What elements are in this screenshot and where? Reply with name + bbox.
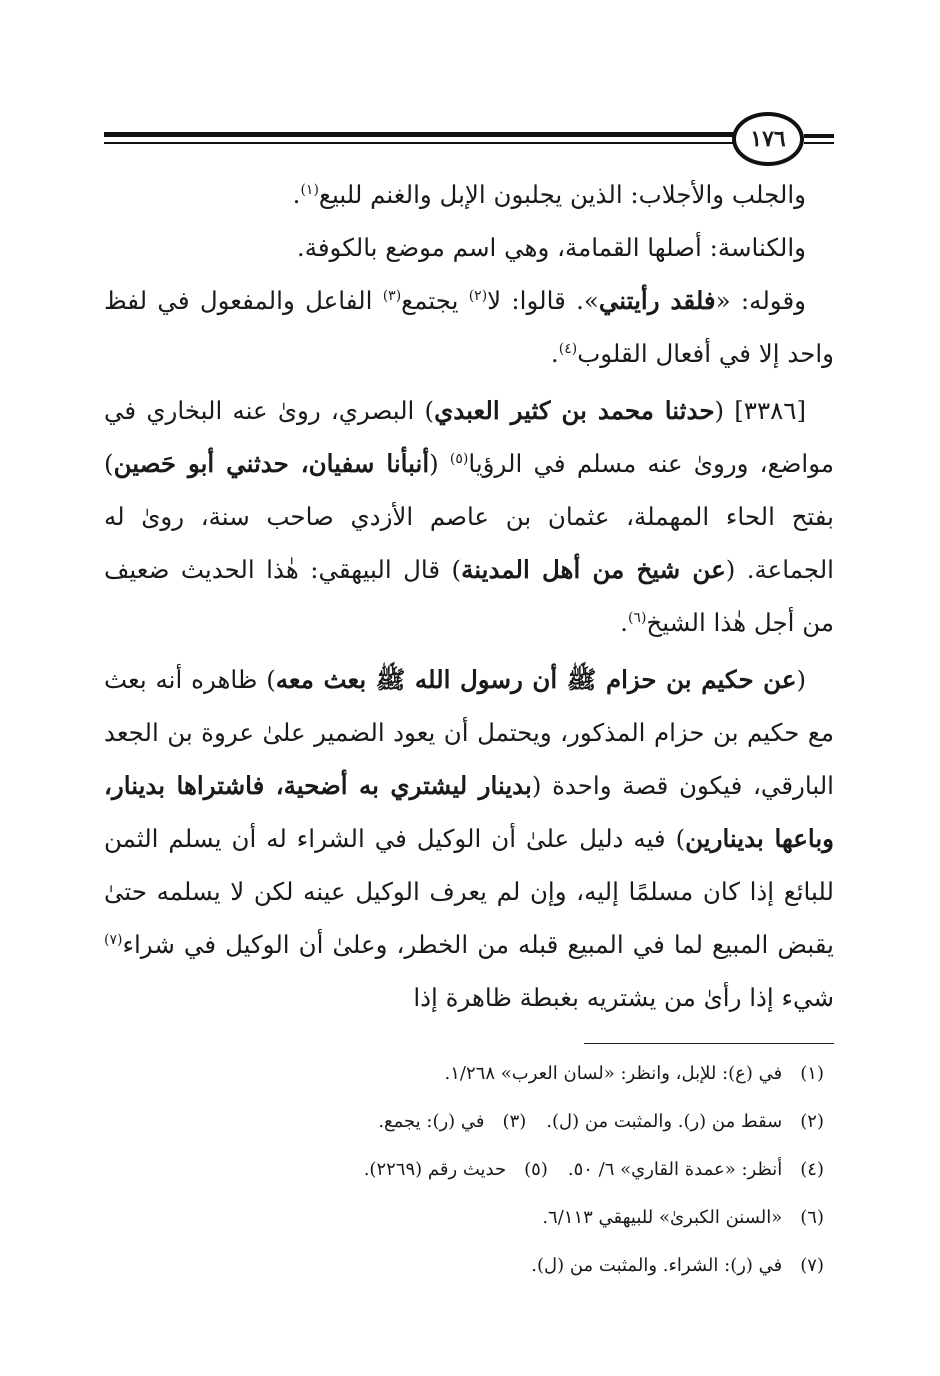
bold-phrase: عن حكيم بن حزام ﷺ أن رسول الله ﷺ بعث معه bbox=[275, 665, 797, 694]
footnote-1 bbox=[104, 1050, 824, 1098]
paragraph-text: يجتمع bbox=[401, 286, 469, 315]
footnote-ref: (٤) bbox=[558, 340, 578, 357]
footnote-number: (٥) bbox=[524, 1159, 548, 1180]
footnote-text: سقط من (ر). والمثبت من (ل). bbox=[546, 1111, 783, 1132]
paragraph-text: ( bbox=[796, 665, 806, 694]
paragraph-text: . bbox=[620, 608, 628, 637]
bold-phrase: بدينار ليشتري به أضحية، فاشتراها بدينار، وباعها بدينارين bbox=[104, 771, 834, 853]
footnote-number: (٤) bbox=[800, 1159, 824, 1180]
paragraph-text: ) فيه دليل علىٰ أن الوكيل في الشراء له أن يسلم الثمن للبائع إذا كان مسلمًا إليه، وإن لم يعرف الوكيل عينه لكن لا يسلمه حتىٰ يقبض المبيع لما في المبيع قبله من الخطر، وعلىٰ أن الوكيل في شراء bbox=[104, 824, 834, 959]
page-header bbox=[104, 112, 834, 172]
footnote-ref: (٧) bbox=[104, 931, 123, 948]
bold-phrase: حدثنا محمد بن كثير العبدي bbox=[434, 396, 715, 425]
bold-phrase: عن شيخ من أهل المدينة bbox=[461, 555, 726, 584]
footnote-ref: (١) bbox=[300, 181, 319, 198]
footnotes bbox=[104, 1050, 824, 1290]
paragraph-text: ». قالوا: لا bbox=[487, 286, 599, 315]
footnote-ref: (٣) bbox=[382, 287, 402, 304]
footnote-7 bbox=[104, 1242, 824, 1290]
footnote-ref: (٥) bbox=[449, 450, 469, 467]
footnote-number: (٣) bbox=[502, 1111, 527, 1132]
footnote-6 bbox=[104, 1194, 824, 1242]
header-rule-stub bbox=[804, 134, 834, 138]
page-number: ١٧٦ bbox=[732, 112, 804, 166]
paragraph-3 bbox=[104, 274, 834, 380]
paragraph-text: [٣٣٨٦] ( bbox=[714, 396, 806, 425]
paragraph-5 bbox=[104, 653, 834, 1024]
paragraph-4 bbox=[104, 384, 834, 649]
footnote-number: (١) bbox=[800, 1063, 824, 1084]
footnote-text: في (ر): الشراء. والمثبت من (ل). bbox=[531, 1255, 783, 1276]
header-rule-stub-thin bbox=[804, 142, 834, 144]
main-text bbox=[104, 168, 834, 1024]
footnote-text: أنظر: «عمدة القاري» ٦/ ٥٠. bbox=[567, 1159, 783, 1180]
footnote-ref: (٢) bbox=[468, 287, 488, 304]
paragraph-text: ) قال البيهقي: هٰذا الحديث ضعيف من أجل هٰذا الشيخ bbox=[104, 555, 834, 637]
paragraph-text: ( bbox=[429, 449, 450, 478]
footnote-text: في (ع): للإبل، وانظر: «لسان العرب» ١/٢٦٨. bbox=[444, 1063, 783, 1084]
paragraph-text: . bbox=[292, 180, 301, 209]
footnote-number: (٦) bbox=[800, 1207, 824, 1228]
paragraph-1 bbox=[104, 168, 834, 221]
footnote-text: في (ر): يجمع. bbox=[378, 1111, 485, 1132]
footnote-ref: (٦) bbox=[627, 609, 647, 626]
footnote-number: (٢) bbox=[800, 1111, 824, 1132]
paragraph-text: ) ظاهره أنه بعث مع حكيم بن حزام المذكور، ويحتمل أن يعود الضمير علىٰ عروة بن الجعد البارقي، فيكون قصة واحدة ( bbox=[104, 665, 834, 800]
header-rule-thick bbox=[104, 132, 734, 137]
footnote-number: (٧) bbox=[800, 1255, 824, 1276]
paragraph-text: والكناسة: أصلها القمامة، وهي اسم موضع بالكوفة. bbox=[296, 233, 806, 262]
paragraph-text: شيء إذا رأىٰ من يشتريه بغبطة ظاهرة إذا bbox=[413, 983, 834, 1012]
footnote-2 bbox=[104, 1098, 824, 1146]
bold-phrase: فلقد رأيتني bbox=[598, 286, 716, 315]
paragraph-text: . bbox=[550, 339, 559, 368]
paragraph-text: ) البصري، روىٰ عنه البخاري في مواضع، وروىٰ عنه مسلم في الرؤيا bbox=[104, 396, 834, 478]
paragraph-text: ) بفتح الحاء المهملة، عثمان بن عاصم الأزدي صاحب سنة، روىٰ له الجماعة. ( bbox=[104, 449, 834, 584]
paragraph-text: والجلب والأجلاب: الذين يجلبون الإبل والغنم للبيع bbox=[318, 180, 806, 209]
paragraph-2 bbox=[104, 221, 834, 274]
footnote-separator bbox=[584, 1043, 834, 1044]
paragraph-text: وقوله: « bbox=[715, 286, 806, 315]
footnote-text: «السنن الكبرىٰ» للبيهقي ٦/١١٣. bbox=[542, 1207, 783, 1228]
footnote-text: حديث رقم (٢٢٦٩). bbox=[363, 1159, 507, 1180]
paragraph-text: الفاعل والمفعول في لفظ واحد إلا في أفعال القلوب bbox=[104, 286, 834, 368]
footnote-4 bbox=[104, 1146, 824, 1194]
bold-phrase: أنبأنا سفيان، حدثني أبو حَصين bbox=[113, 449, 430, 478]
header-rule-thin bbox=[104, 142, 734, 144]
